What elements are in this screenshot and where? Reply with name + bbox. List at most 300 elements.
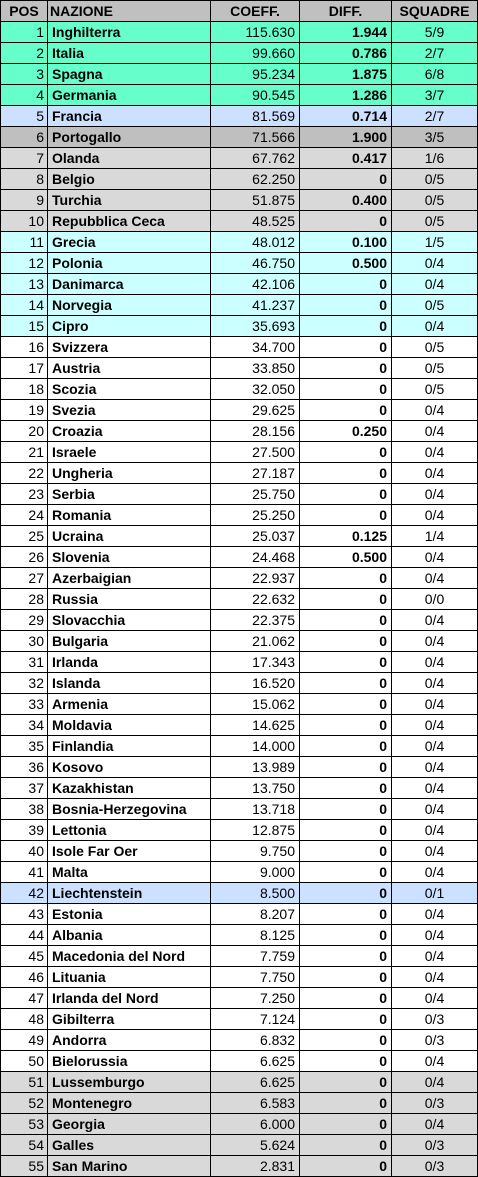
cell-squadre: 0/5 — [392, 358, 478, 379]
cell-pos: 29 — [1, 610, 48, 631]
cell-pos: 54 — [1, 1135, 48, 1156]
cell-coeff: 7.750 — [211, 967, 300, 988]
table-row — [1, 1051, 478, 1072]
cell-diff: 0 — [300, 883, 392, 904]
cell-nazione: Norvegia — [48, 295, 211, 316]
cell-diff: 0 — [300, 1030, 392, 1051]
cell-pos: 42 — [1, 883, 48, 904]
table-row — [1, 106, 478, 127]
cell-diff: 0 — [300, 778, 392, 799]
cell-pos: 26 — [1, 547, 48, 568]
cell-pos: 27 — [1, 568, 48, 589]
cell-coeff: 48.525 — [211, 211, 300, 232]
cell-coeff: 8.125 — [211, 925, 300, 946]
cell-coeff: 46.750 — [211, 253, 300, 274]
cell-coeff: 22.632 — [211, 589, 300, 610]
cell-squadre: 0/4 — [392, 652, 478, 673]
cell-diff: 0 — [300, 925, 392, 946]
cell-pos: 20 — [1, 421, 48, 442]
cell-nazione: Inghilterra — [48, 22, 211, 43]
cell-pos: 3 — [1, 64, 48, 85]
table-row — [1, 547, 478, 568]
cell-coeff: 7.759 — [211, 946, 300, 967]
cell-pos: 47 — [1, 988, 48, 1009]
cell-diff: 0 — [300, 568, 392, 589]
cell-squadre: 0/3 — [392, 1030, 478, 1051]
cell-squadre: 0/4 — [392, 862, 478, 883]
cell-pos: 37 — [1, 778, 48, 799]
cell-coeff: 81.569 — [211, 106, 300, 127]
table-header-row — [1, 1, 478, 22]
cell-nazione: Danimarca — [48, 274, 211, 295]
table-row — [1, 169, 478, 190]
cell-squadre: 0/5 — [392, 337, 478, 358]
cell-pos: 49 — [1, 1030, 48, 1051]
cell-nazione: Ungheria — [48, 463, 211, 484]
cell-coeff: 14.625 — [211, 715, 300, 736]
table-row — [1, 841, 478, 862]
table-row — [1, 799, 478, 820]
cell-pos: 23 — [1, 484, 48, 505]
cell-diff: 1.286 — [300, 85, 392, 106]
table-row — [1, 442, 478, 463]
cell-squadre: 6/8 — [392, 64, 478, 85]
cell-pos: 1 — [1, 22, 48, 43]
cell-pos: 55 — [1, 1156, 48, 1177]
cell-coeff: 25.750 — [211, 484, 300, 505]
cell-diff: 0 — [300, 358, 392, 379]
cell-diff: 0 — [300, 1051, 392, 1072]
cell-squadre: 0/5 — [392, 169, 478, 190]
cell-coeff: 17.343 — [211, 652, 300, 673]
cell-diff: 0 — [300, 799, 392, 820]
cell-nazione: Armenia — [48, 694, 211, 715]
cell-diff: 0 — [300, 715, 392, 736]
table-row — [1, 316, 478, 337]
cell-pos: 43 — [1, 904, 48, 925]
cell-squadre: 0/0 — [392, 589, 478, 610]
cell-coeff: 25.037 — [211, 526, 300, 547]
cell-diff: 0 — [300, 169, 392, 190]
cell-diff: 0 — [300, 904, 392, 925]
table-row — [1, 211, 478, 232]
cell-squadre: 2/7 — [392, 43, 478, 64]
table-row — [1, 736, 478, 757]
table-body — [1, 22, 478, 1177]
cell-squadre: 0/3 — [392, 1009, 478, 1030]
cell-coeff: 35.693 — [211, 316, 300, 337]
cell-diff: 0 — [300, 211, 392, 232]
cell-nazione: Isole Far Oer — [48, 841, 211, 862]
cell-coeff: 6.000 — [211, 1114, 300, 1135]
table-row — [1, 358, 478, 379]
cell-nazione: Macedonia del Nord — [48, 946, 211, 967]
cell-diff: 0 — [300, 967, 392, 988]
cell-pos: 6 — [1, 127, 48, 148]
cell-squadre: 3/7 — [392, 85, 478, 106]
cell-nazione: Albania — [48, 925, 211, 946]
cell-coeff: 6.583 — [211, 1093, 300, 1114]
cell-nazione: Belgio — [48, 169, 211, 190]
header-coeff: COEFF. — [211, 1, 300, 22]
table-row — [1, 253, 478, 274]
cell-squadre: 0/3 — [392, 1156, 478, 1177]
cell-nazione: Romania — [48, 505, 211, 526]
cell-squadre: 0/4 — [392, 673, 478, 694]
cell-squadre: 0/3 — [392, 1135, 478, 1156]
table-row — [1, 526, 478, 547]
cell-nazione: Russia — [48, 589, 211, 610]
cell-coeff: 29.625 — [211, 400, 300, 421]
cell-nazione: Kazakhistan — [48, 778, 211, 799]
table-row — [1, 715, 478, 736]
cell-nazione: Montenegro — [48, 1093, 211, 1114]
table-row — [1, 778, 478, 799]
cell-nazione: Andorra — [48, 1030, 211, 1051]
cell-pos: 39 — [1, 820, 48, 841]
cell-pos: 9 — [1, 190, 48, 211]
cell-nazione: Galles — [48, 1135, 211, 1156]
cell-nazione: Gibilterra — [48, 1009, 211, 1030]
table-row — [1, 946, 478, 967]
cell-squadre: 0/4 — [392, 421, 478, 442]
cell-diff: 0 — [300, 673, 392, 694]
table-row — [1, 22, 478, 43]
cell-nazione: Israele — [48, 442, 211, 463]
cell-nazione: Slovenia — [48, 547, 211, 568]
cell-squadre: 0/5 — [392, 190, 478, 211]
cell-coeff: 33.850 — [211, 358, 300, 379]
cell-diff: 0 — [300, 610, 392, 631]
cell-diff: 0 — [300, 631, 392, 652]
cell-diff: 0 — [300, 1114, 392, 1135]
cell-pos: 48 — [1, 1009, 48, 1030]
cell-squadre: 0/4 — [392, 505, 478, 526]
cell-nazione: Serbia — [48, 484, 211, 505]
cell-squadre: 0/4 — [392, 925, 478, 946]
table-row — [1, 967, 478, 988]
cell-squadre: 3/5 — [392, 127, 478, 148]
table-row — [1, 610, 478, 631]
cell-nazione: Moldavia — [48, 715, 211, 736]
cell-squadre: 1/5 — [392, 232, 478, 253]
header-nazione: NAZIONE — [48, 1, 211, 22]
table-row — [1, 1156, 478, 1177]
cell-squadre: 0/4 — [392, 610, 478, 631]
cell-squadre: 0/4 — [392, 400, 478, 421]
table-row — [1, 190, 478, 211]
cell-squadre: 0/4 — [392, 715, 478, 736]
cell-nazione: Bosnia-Herzegovina — [48, 799, 211, 820]
cell-coeff: 32.050 — [211, 379, 300, 400]
cell-squadre: 0/4 — [392, 988, 478, 1009]
cell-pos: 25 — [1, 526, 48, 547]
cell-squadre: 0/4 — [392, 316, 478, 337]
table-row — [1, 694, 478, 715]
cell-diff: 0 — [300, 379, 392, 400]
cell-squadre: 0/4 — [392, 778, 478, 799]
cell-nazione: Repubblica Ceca — [48, 211, 211, 232]
header-squadre: SQUADRE — [392, 1, 478, 22]
cell-diff: 0 — [300, 316, 392, 337]
cell-coeff: 21.062 — [211, 631, 300, 652]
cell-pos: 51 — [1, 1072, 48, 1093]
cell-diff: 0 — [300, 1156, 392, 1177]
cell-squadre: 0/4 — [392, 274, 478, 295]
table-row — [1, 652, 478, 673]
cell-nazione: Estonia — [48, 904, 211, 925]
cell-squadre: 0/4 — [392, 967, 478, 988]
cell-diff: 0 — [300, 757, 392, 778]
cell-nazione: Bielorussia — [48, 1051, 211, 1072]
cell-pos: 17 — [1, 358, 48, 379]
cell-nazione: Polonia — [48, 253, 211, 274]
cell-diff: 0 — [300, 1093, 392, 1114]
cell-diff: 0 — [300, 442, 392, 463]
cell-squadre: 0/5 — [392, 379, 478, 400]
cell-nazione: Georgia — [48, 1114, 211, 1135]
cell-nazione: Francia — [48, 106, 211, 127]
cell-squadre: 0/4 — [392, 463, 478, 484]
cell-nazione: Italia — [48, 43, 211, 64]
cell-coeff: 95.234 — [211, 64, 300, 85]
cell-diff: 0.714 — [300, 106, 392, 127]
table-row — [1, 631, 478, 652]
cell-coeff: 34.700 — [211, 337, 300, 358]
cell-nazione: Turchia — [48, 190, 211, 211]
cell-nazione: Bulgaria — [48, 631, 211, 652]
cell-pos: 44 — [1, 925, 48, 946]
cell-diff: 0.400 — [300, 190, 392, 211]
cell-pos: 13 — [1, 274, 48, 295]
cell-diff: 0 — [300, 652, 392, 673]
cell-pos: 46 — [1, 967, 48, 988]
table-row — [1, 337, 478, 358]
cell-pos: 52 — [1, 1093, 48, 1114]
cell-nazione: Cipro — [48, 316, 211, 337]
cell-nazione: Irlanda — [48, 652, 211, 673]
table-row — [1, 127, 478, 148]
cell-coeff: 13.718 — [211, 799, 300, 820]
cell-coeff: 42.106 — [211, 274, 300, 295]
cell-pos: 7 — [1, 148, 48, 169]
cell-diff: 0.100 — [300, 232, 392, 253]
cell-diff: 0 — [300, 694, 392, 715]
cell-nazione: Scozia — [48, 379, 211, 400]
cell-coeff: 25.250 — [211, 505, 300, 526]
cell-pos: 53 — [1, 1114, 48, 1135]
cell-squadre: 5/9 — [392, 22, 478, 43]
table-row — [1, 484, 478, 505]
cell-coeff: 2.831 — [211, 1156, 300, 1177]
table-row — [1, 463, 478, 484]
cell-squadre: 2/7 — [392, 106, 478, 127]
cell-pos: 5 — [1, 106, 48, 127]
cell-coeff: 6.625 — [211, 1072, 300, 1093]
cell-diff: 0 — [300, 988, 392, 1009]
cell-coeff: 51.875 — [211, 190, 300, 211]
table-row — [1, 1135, 478, 1156]
cell-diff: 0 — [300, 463, 392, 484]
cell-coeff: 27.500 — [211, 442, 300, 463]
cell-coeff: 13.989 — [211, 757, 300, 778]
cell-nazione: Spagna — [48, 64, 211, 85]
cell-coeff: 6.832 — [211, 1030, 300, 1051]
cell-nazione: Slovacchia — [48, 610, 211, 631]
table-row — [1, 1114, 478, 1135]
cell-pos: 32 — [1, 673, 48, 694]
cell-pos: 22 — [1, 463, 48, 484]
cell-nazione: Finlandia — [48, 736, 211, 757]
cell-diff: 0.500 — [300, 547, 392, 568]
cell-nazione: Olanda — [48, 148, 211, 169]
cell-diff: 1.944 — [300, 22, 392, 43]
table-row — [1, 400, 478, 421]
cell-coeff: 15.062 — [211, 694, 300, 715]
cell-diff: 0 — [300, 400, 392, 421]
cell-coeff: 99.660 — [211, 43, 300, 64]
cell-pos: 33 — [1, 694, 48, 715]
cell-diff: 0 — [300, 1072, 392, 1093]
cell-nazione: Svezia — [48, 400, 211, 421]
cell-squadre: 0/4 — [392, 1051, 478, 1072]
table-row — [1, 43, 478, 64]
cell-pos: 31 — [1, 652, 48, 673]
cell-diff: 0 — [300, 946, 392, 967]
cell-squadre: 0/4 — [392, 946, 478, 967]
cell-nazione: San Marino — [48, 1156, 211, 1177]
cell-coeff: 9.000 — [211, 862, 300, 883]
cell-nazione: Malta — [48, 862, 211, 883]
cell-nazione: Austria — [48, 358, 211, 379]
cell-pos: 18 — [1, 379, 48, 400]
cell-diff: 0.786 — [300, 43, 392, 64]
table-row — [1, 505, 478, 526]
cell-pos: 28 — [1, 589, 48, 610]
table-row — [1, 757, 478, 778]
cell-nazione: Croazia — [48, 421, 211, 442]
table-row — [1, 1093, 478, 1114]
cell-coeff: 71.566 — [211, 127, 300, 148]
cell-diff: 0 — [300, 484, 392, 505]
header-pos: POS — [1, 1, 48, 22]
table-row — [1, 862, 478, 883]
table-row — [1, 232, 478, 253]
cell-nazione: Kosovo — [48, 757, 211, 778]
table-row — [1, 421, 478, 442]
cell-coeff: 67.762 — [211, 148, 300, 169]
cell-squadre: 0/4 — [392, 841, 478, 862]
cell-diff: 0 — [300, 820, 392, 841]
cell-nazione: Liechtenstein — [48, 883, 211, 904]
cell-coeff: 14.000 — [211, 736, 300, 757]
cell-diff: 0 — [300, 841, 392, 862]
cell-pos: 10 — [1, 211, 48, 232]
cell-pos: 11 — [1, 232, 48, 253]
cell-diff: 0.500 — [300, 253, 392, 274]
cell-coeff: 90.545 — [211, 85, 300, 106]
cell-coeff: 12.875 — [211, 820, 300, 841]
cell-pos: 45 — [1, 946, 48, 967]
cell-squadre: 0/5 — [392, 295, 478, 316]
cell-diff: 0 — [300, 862, 392, 883]
cell-diff: 0.125 — [300, 526, 392, 547]
cell-pos: 41 — [1, 862, 48, 883]
cell-coeff: 9.750 — [211, 841, 300, 862]
cell-nazione: Portogallo — [48, 127, 211, 148]
table-row — [1, 883, 478, 904]
cell-squadre: 0/4 — [392, 757, 478, 778]
table-row — [1, 1009, 478, 1030]
cell-pos: 15 — [1, 316, 48, 337]
cell-squadre: 0/4 — [392, 253, 478, 274]
cell-squadre: 0/4 — [392, 547, 478, 568]
table-row — [1, 274, 478, 295]
cell-diff: 1.900 — [300, 127, 392, 148]
cell-nazione: Lussemburgo — [48, 1072, 211, 1093]
cell-pos: 21 — [1, 442, 48, 463]
cell-coeff: 6.625 — [211, 1051, 300, 1072]
cell-pos: 8 — [1, 169, 48, 190]
cell-squadre: 0/5 — [392, 211, 478, 232]
cell-coeff: 8.500 — [211, 883, 300, 904]
cell-nazione: Irlanda del Nord — [48, 988, 211, 1009]
header-diff: DIFF. — [300, 1, 392, 22]
table-row — [1, 673, 478, 694]
table-row — [1, 820, 478, 841]
cell-diff: 0 — [300, 589, 392, 610]
cell-nazione: Ucraina — [48, 526, 211, 547]
cell-coeff: 115.630 — [211, 22, 300, 43]
cell-diff: 0.250 — [300, 421, 392, 442]
cell-coeff: 7.124 — [211, 1009, 300, 1030]
cell-squadre: 0/1 — [392, 883, 478, 904]
cell-diff: 0 — [300, 1135, 392, 1156]
table-row — [1, 568, 478, 589]
cell-coeff: 16.520 — [211, 673, 300, 694]
cell-diff: 1.875 — [300, 64, 392, 85]
cell-nazione: Islanda — [48, 673, 211, 694]
cell-squadre: 0/4 — [392, 1072, 478, 1093]
cell-nazione: Lituania — [48, 967, 211, 988]
cell-squadre: 0/4 — [392, 631, 478, 652]
table-row — [1, 589, 478, 610]
cell-squadre: 0/3 — [392, 1093, 478, 1114]
table-row — [1, 379, 478, 400]
cell-squadre: 0/4 — [392, 904, 478, 925]
cell-pos: 50 — [1, 1051, 48, 1072]
cell-squadre: 0/4 — [392, 736, 478, 757]
cell-squadre: 0/4 — [392, 694, 478, 715]
cell-squadre: 0/4 — [392, 820, 478, 841]
cell-diff: 0 — [300, 337, 392, 358]
cell-coeff: 22.375 — [211, 610, 300, 631]
cell-coeff: 7.250 — [211, 988, 300, 1009]
cell-squadre: 0/4 — [392, 484, 478, 505]
cell-pos: 24 — [1, 505, 48, 526]
cell-diff: 0 — [300, 295, 392, 316]
cell-coeff: 48.012 — [211, 232, 300, 253]
cell-pos: 36 — [1, 757, 48, 778]
table-row — [1, 904, 478, 925]
table-row — [1, 925, 478, 946]
cell-pos: 14 — [1, 295, 48, 316]
cell-diff: 0 — [300, 274, 392, 295]
cell-coeff: 8.207 — [211, 904, 300, 925]
cell-pos: 2 — [1, 43, 48, 64]
cell-nazione: Azerbaigian — [48, 568, 211, 589]
cell-coeff: 13.750 — [211, 778, 300, 799]
